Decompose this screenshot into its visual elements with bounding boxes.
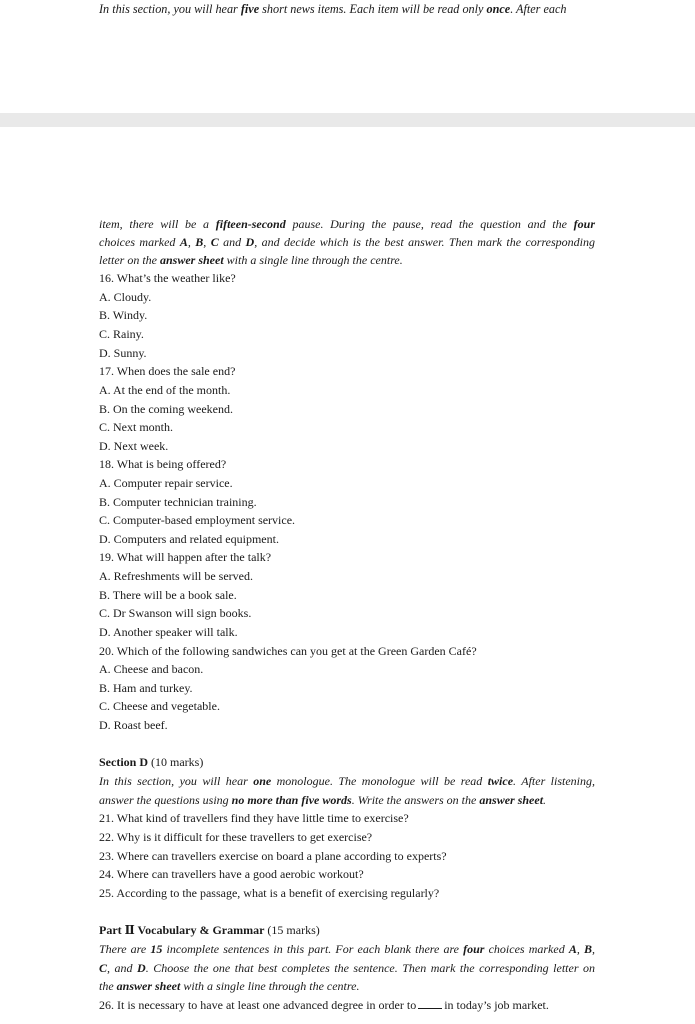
text-fragment: choices marked	[99, 235, 180, 249]
instruction-line-2	[99, 233, 595, 251]
question-stem: 16. What’s the weather like?	[99, 271, 236, 285]
text-fragment: the	[99, 979, 117, 993]
text-fragment: item, there will be a	[99, 217, 216, 231]
answer-option: A. Cheese and bacon.	[99, 662, 204, 676]
answer-option: D. Computers and related equipment.	[99, 532, 279, 546]
answer-option: D. Roast beef.	[99, 718, 168, 732]
emphasis: D	[137, 961, 146, 975]
text-fragment: letter on the	[99, 253, 160, 267]
emphasis: one	[253, 774, 272, 788]
part-title: Part Ⅱ Vocabulary & Grammar	[99, 923, 265, 937]
answer-option: A. Computer repair service.	[99, 476, 233, 490]
question-stem: 22. Why is it difficult for these travellers to get exercise?	[99, 830, 373, 844]
question-stem: 18. What is being offered?	[99, 457, 227, 471]
emphasis: B	[584, 942, 593, 956]
answer-option: D. Sunny.	[99, 346, 147, 360]
text-fragment: In this section, you will hear	[99, 2, 241, 16]
emphasis: fifteen-second	[215, 217, 286, 231]
section-d-heading	[99, 753, 203, 771]
answer-option: B. There will be a book sale.	[99, 588, 237, 602]
part-2-instruction-1	[99, 940, 595, 958]
emphasis: four	[463, 942, 485, 956]
emphasis: B	[195, 235, 204, 249]
question-stem: 20. Which of the following sandwiches can you get at the Green Garden Café?	[99, 644, 477, 658]
text-fragment: There are	[99, 942, 151, 956]
emphasis: answer sheet	[159, 253, 224, 267]
text-fragment: and	[218, 235, 246, 249]
text-fragment: short news items. Each item will be read only	[259, 2, 487, 16]
text-fragment: incomplete sentences in this part. For each blank there are	[162, 942, 464, 956]
instruction-line-3	[99, 251, 403, 269]
question-stem: 17. When does the sale end?	[99, 364, 236, 378]
answer-option: B. Computer technician training.	[99, 495, 257, 509]
section-d-instruction-1	[99, 772, 595, 790]
answer-option: C. Rainy.	[99, 327, 144, 341]
text-fragment: ,	[203, 235, 211, 249]
text-fragment: ,	[187, 235, 196, 249]
question-26	[99, 996, 549, 1014]
question-stem: 24. Where can travellers have a good aerobic workout?	[99, 867, 364, 881]
section-marks: (10 marks)	[148, 755, 204, 769]
question-stem: 21. What kind of travellers find they have little time to exercise?	[99, 811, 409, 825]
text-fragment: with a single line through the centre.	[223, 253, 403, 267]
instruction-line-1	[99, 215, 595, 233]
text-fragment: choices marked	[484, 942, 569, 956]
emphasis: answer sheet	[116, 979, 181, 993]
text-fragment: answer the questions using	[99, 793, 232, 807]
answer-option: B. On the coming weekend.	[99, 402, 233, 416]
answer-option: B. Windy.	[99, 308, 148, 322]
text-fragment: .	[543, 793, 547, 807]
instruction-line-top	[99, 0, 566, 18]
answer-option: B. Ham and turkey.	[99, 681, 193, 695]
emphasis: A	[568, 942, 577, 956]
emphasis: A	[179, 235, 188, 249]
answer-option: C. Cheese and vegetable.	[99, 699, 220, 713]
text-fragment: . Write the answers on the	[351, 793, 480, 807]
question-stem: 25. According to the passage, what is a benefit of exercising regularly?	[99, 886, 440, 900]
text-fragment: monologue. The monologue will be read	[271, 774, 488, 788]
question-text: 26. It is necessary to have at least one advanced degree in order to	[99, 998, 417, 1012]
part-2-instruction-3	[99, 977, 359, 995]
emphasis: C	[99, 961, 108, 975]
text-fragment: , and decide which is the best answer. Then mark the corresponding	[254, 235, 596, 249]
question-text: in today’s job market.	[444, 998, 549, 1012]
answer-option: C. Computer-based employment service.	[99, 513, 296, 527]
answer-blank	[418, 998, 442, 1009]
text-fragment: . Choose the one that best completes the sentence. Then mark the corresponding letter on	[145, 961, 596, 975]
text-fragment: . After listening,	[513, 774, 596, 788]
part-2-heading	[99, 921, 320, 939]
text-fragment: . After each	[510, 2, 567, 16]
emphasis: answer sheet	[479, 793, 544, 807]
question-stem: 19. What will happen after the talk?	[99, 550, 272, 564]
answer-option: A. At the end of the month.	[99, 383, 231, 397]
emphasis: five	[240, 2, 260, 16]
text-fragment: pause. During the pause, read the question and the	[285, 217, 574, 231]
answer-option: A. Refreshments will be served.	[99, 569, 253, 583]
emphasis: 15	[150, 942, 163, 956]
question-stem: 23. Where can travellers exercise on board a plane according to experts?	[99, 849, 447, 863]
answer-option: C. Dr Swanson will sign books.	[99, 606, 252, 620]
page-break-divider	[0, 113, 695, 127]
emphasis: no more than five words	[231, 793, 352, 807]
section-title: Section D	[99, 755, 148, 769]
answer-option: D. Another speaker will talk.	[99, 625, 238, 639]
text-fragment: , and	[107, 961, 138, 975]
section-d-instruction-2	[99, 791, 546, 809]
part-2-instruction-2	[99, 959, 595, 977]
text-fragment: In this section, you will hear	[99, 774, 254, 788]
part-marks: (15 marks)	[264, 923, 320, 937]
emphasis: D	[245, 235, 255, 249]
text-fragment: ,	[576, 942, 584, 956]
text-fragment: ,	[592, 942, 596, 956]
text-fragment: with a single line through the centre.	[180, 979, 360, 993]
answer-option: C. Next month.	[99, 420, 173, 434]
answer-option: D. Next week.	[99, 439, 169, 453]
answer-option: A. Cloudy.	[99, 290, 152, 304]
emphasis: twice	[487, 774, 514, 788]
emphasis: C	[210, 235, 219, 249]
emphasis: once	[486, 2, 511, 16]
emphasis: four	[573, 217, 596, 231]
